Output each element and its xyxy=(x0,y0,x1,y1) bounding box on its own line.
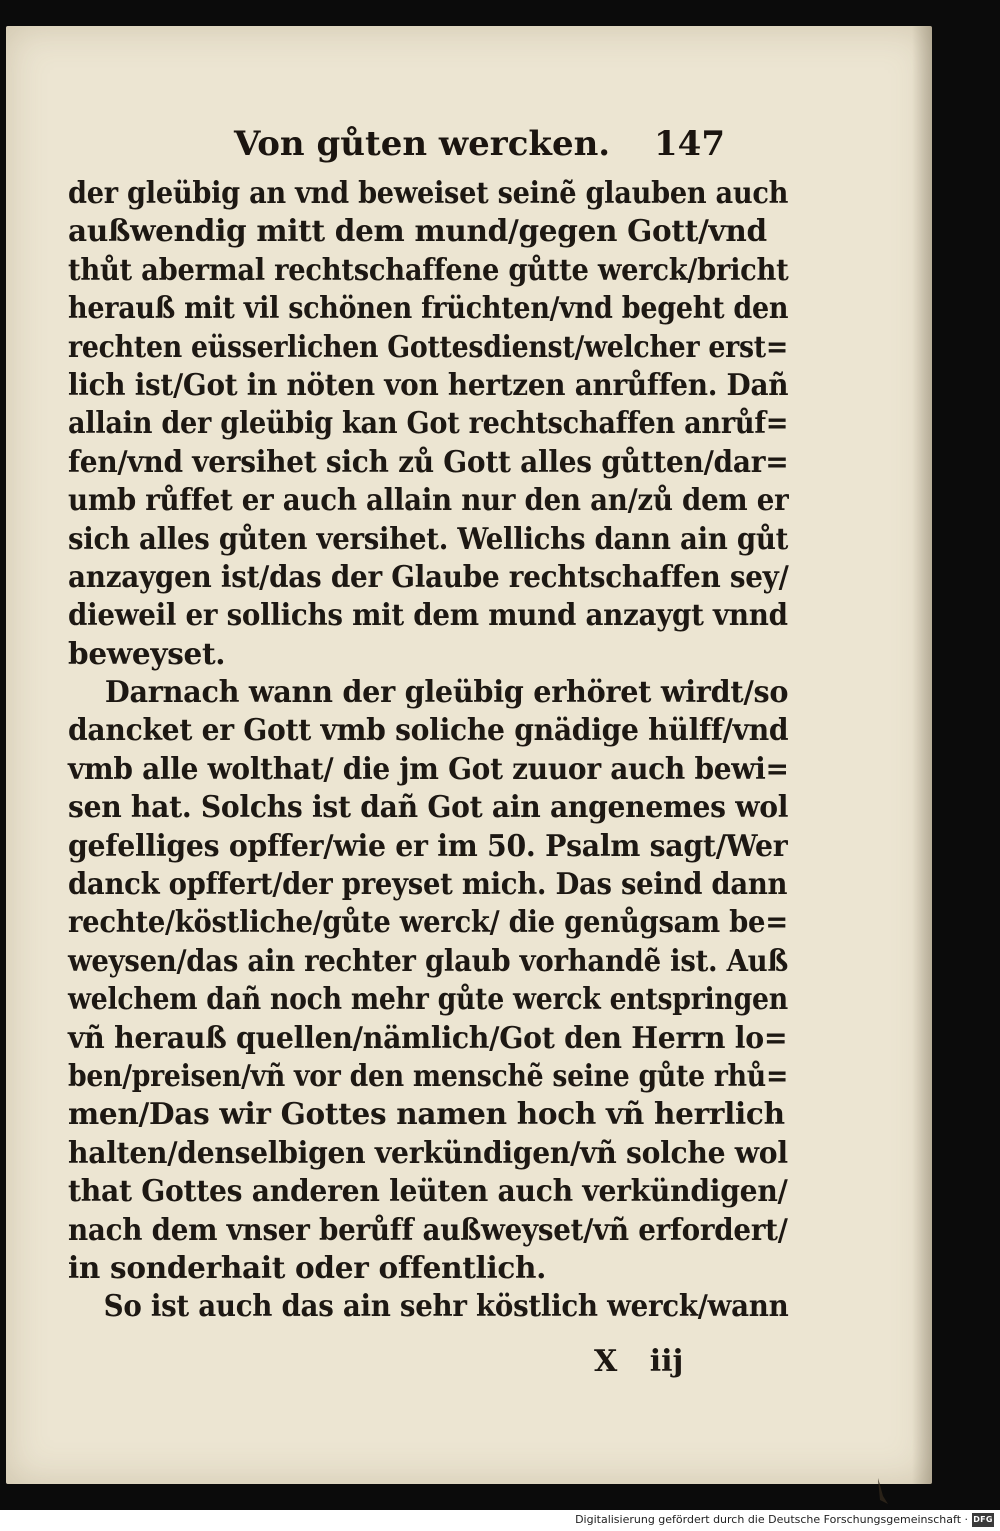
text-line: vmb alle wolthat/ die jm Got zuuor auch bewi= xyxy=(68,750,789,786)
text-line: sen hat. Solchs ist dañ Got ain angenemes wol xyxy=(68,789,789,825)
text-line: umb růffet er auch allain nur den an/zů dem er xyxy=(68,482,789,518)
text-line: halten/denselbigen verkündigen/vñ solche wol xyxy=(68,1134,788,1170)
text-line: welchem dañ noch mehr gůte werck entspringen xyxy=(68,981,788,1017)
signature-letter: X xyxy=(594,1344,618,1379)
text-line: rechte/köstliche/gůte werck/ die genůgsam be= xyxy=(68,904,788,940)
text-line: weysen/das ain rechter glaub vorhandẽ ist. Auß xyxy=(68,942,789,978)
running-head-title: Von gůten wercken. xyxy=(234,124,611,164)
dfg-logo-icon: DFG xyxy=(972,1513,994,1527)
text-line: beweyset. xyxy=(68,635,226,671)
text-line: sich alles gůten versihet. Wellichs dann ain gůt xyxy=(68,520,789,556)
text-line: außwendig mitt dem mund/gegen Gott/vnd xyxy=(68,213,767,249)
text-line: herauß mit vil schönen früchten/vnd begeht den xyxy=(68,290,789,326)
text-line: ben/preisen/vñ vor den menschẽ seine gůte rhů= xyxy=(68,1057,789,1093)
text-line: Darnach wann der gleübig erhöret wirdt/so xyxy=(104,674,789,710)
running-head xyxy=(234,124,754,172)
footer-bar xyxy=(0,1510,1000,1531)
text-line: lich ist/Got in nöten von hertzen anrůffen. Dañ xyxy=(68,366,789,402)
text-line: danck opffert/der preyset mich. Das seind dann xyxy=(68,866,788,902)
text-line: anzaygen ist/das der Glaube rechtschaffen sey/ xyxy=(68,558,789,594)
text-line: allain der gleübig kan Got rechtschaffen anrůf= xyxy=(68,405,789,441)
text-line: in sonderhait oder offentlich. xyxy=(68,1249,547,1285)
text-line: that Gottes anderen leüten auch verkündigen/ xyxy=(68,1173,788,1209)
text-line: dancket er Gott vmb soliche gnädige hülff/vnd xyxy=(68,712,789,748)
text-line: thůt abermal rechtschaffene gůtte werck/bricht xyxy=(68,251,789,287)
text-line: rechten eüsserlichen Gottesdienst/welcher erst= xyxy=(68,328,789,364)
text-line: So ist auch das ain sehr köstlich werck/wann xyxy=(103,1288,789,1324)
text-line: der gleübig an vnd beweiset seinẽ glauben auch xyxy=(68,175,789,210)
page-number: 147 xyxy=(654,124,725,164)
page-corner-flaw-icon xyxy=(874,1476,892,1506)
signature-number: iij xyxy=(649,1344,684,1379)
text-line: vñ herauß quellen/nämlich/Got den Herrn lo= xyxy=(68,1019,788,1055)
text-line: dieweil er sollichs mit dem mund anzaygt vnnd xyxy=(68,597,788,633)
text-line: fen/vnd versihet sich zů Gott alles gůtten/dar= xyxy=(68,443,789,479)
signature-mark xyxy=(594,1344,683,1379)
text-line: gefelliges opffer/wie er im 50. Psalm sagt/Wer xyxy=(68,827,788,863)
body-text xyxy=(68,174,788,1326)
footer-credit: Digitalisierung gefördert durch die Deutsche Forschungsgemeinschaft · xyxy=(575,1513,968,1526)
text-line: men/Das wir Gottes namen hoch vñ herrlich xyxy=(68,1096,785,1132)
book-page xyxy=(6,26,932,1484)
text-line: nach dem vnser berůff außweyset/vñ erfordert/ xyxy=(68,1211,788,1247)
